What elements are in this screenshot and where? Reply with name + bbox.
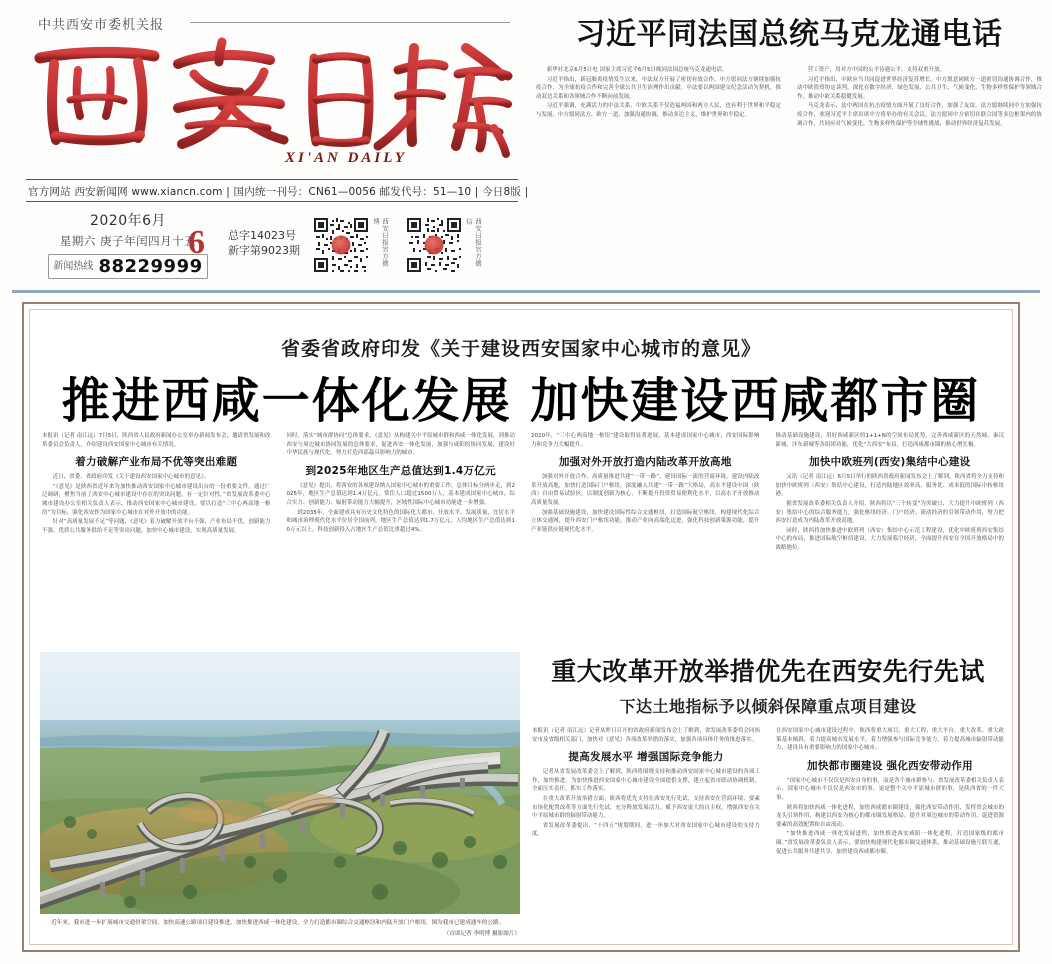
publication-lunar-date: 星期六 庚子年闰四月十五 bbox=[59, 234, 197, 248]
lower-column-2-body bbox=[776, 777, 1004, 856]
paragraph: 据省发展改革委相关负责人介绍，陕西将以“三个转变”为突破口，大力提升中欧班列（西安）集结中心的综合服务能力，强化枢纽经济、门户经济、流动经济的引领带动作用，努力把西安打造成为内陆改革开放高地。 bbox=[775, 500, 1004, 525]
lower-article-headline: 重大改革开放举措优先在西安先行先试 bbox=[551, 657, 985, 686]
photo-block bbox=[40, 652, 520, 937]
paragraph: 同时，落实“城市群协同”总体要求，《意见》从构建关中平原城市群和西咸一体化发展，到推动西安与周边城市协同发展的总体要求，促进西安一体化发展，加强与咸阳的协同发展，建设好中华民族与现代化，努力打造西部最具影响力的城市。 bbox=[286, 433, 515, 457]
lead-column-1-body bbox=[42, 473, 271, 535]
qr-unit-weibo[interactable] bbox=[314, 218, 389, 272]
paragraph: 近日，省委、省政府印发《关于建设西安国家中心城市的意见》。 bbox=[52, 474, 210, 481]
photo-caption: 近年来，我市进一步扩展城市交通骨架空间，加快高速公路项目建设推进，加快推进西咸一体化建设，全力打造都市圈综合交通枢纽和内陆开放门户枢纽，图为我市已建成通车的公路。 bbox=[51, 920, 505, 926]
lower-subhead-2: 加快都市圈建设 强化西安带动作用 bbox=[807, 759, 973, 772]
hotline-label: 新闻热线 bbox=[53, 261, 94, 272]
paragraph: 营工资产，用对方中国的公平待遇公平，支持双重开放。 bbox=[807, 67, 946, 73]
issue-info bbox=[228, 228, 300, 258]
paragraph: “国家中心城市不仅仅是西安自身的事，而是各个城市群参与、省发展改革委相关负责人表示，国家中心城市不仅仅是西安市的事，更是整个关中平原城市群的事，是陕西省的一件大事。 bbox=[776, 777, 1004, 801]
lower-article-subheadline: 下达土地指标予以倾斜保障重点项目建设 bbox=[619, 697, 917, 716]
qr-unit-wechat[interactable] bbox=[407, 218, 482, 272]
paragraph: 2020年，“三中心两高地一枢纽”建设取得显著进展，基本建成国家中心城市，西安国际影响力和竞争力大幅提升。 bbox=[531, 433, 760, 448]
paragraph: 陕西将加快西咸一体化进程，加快西咸都市圈建设，强化西安带动作用，发挥省会城市的龙头引领作用，构建以西安为核心的都市圈发展格局，提升对周边城市的带动作用，促进资源要素的高效配置和自由流动。 bbox=[776, 804, 1004, 828]
paragraph: 习近平强调，充满活力的中法关系、中欧关系不仅造福两国和两方人民，也有利于世界和平稳定与发展。中方愿同法方、欧方一道，加强沟通协调，推动多边主义，维护世界和平稳定。 bbox=[536, 103, 781, 118]
masthead bbox=[0, 0, 530, 288]
paragraph: 加强对外开放合作，高质量推进共建“一带一路”，建设国际一流的营商环境，建设内陆改革开放高地，加快打造国际门户枢纽。深度融入共建“一带一路”大格局，高水平建设中国（陕西）自由贸易试验区，以制度创新为核心，不断提升投资贸易便利化水平，以高水平开放推动高质量发展。 bbox=[531, 474, 760, 506]
issue-serial: 新字第9023期 bbox=[228, 244, 300, 257]
top-article-column-2 bbox=[797, 66, 1042, 129]
qr-wechat-icon[interactable] bbox=[407, 218, 461, 272]
paragraph: 同时，陕西将加快推进中欧班列（西安）集结中心示范工程建设，优化中欧班列西安集结中心的布局，推进国际航空枢纽建设，大力发展临空经济，全面提升西安在全国开放格局中的战略地位。 bbox=[775, 527, 1004, 551]
paragraph: 本报讯（记者 南江远）7月5日，陕西省人民政府新闻办公室举办新闻发布会，邀请省发展和改革委员会负责人，介绍建设西安国家中心城市有关情况。 bbox=[42, 433, 271, 448]
paragraph: 在西安国家中心城市建设过程中，陕西将重大项目、重大工程、重大平台、重大改革、重大政策基本倾斜，着力提高城市发展水平，着力增强参与国际竞争能力，着力提高城市辐射带动能力，建设具有重要影响力的国家中心城市。 bbox=[776, 728, 1004, 752]
lead-subhead-4: 加快中欧班列(西安)集结中心建设 bbox=[809, 456, 971, 469]
lead-column-3 bbox=[531, 432, 760, 642]
paragraph: 推动基础设施建设，用好西咸新区的1+1+N的空间布局优势，完善西咸新区的天然城、秦汉新城、沣东新城等各组团功能，优化“大西安”布局，打造西咸都市圈的核心增长极。 bbox=[775, 433, 1004, 448]
hotline-number: 88229999 bbox=[98, 256, 203, 277]
paragraph: 马克龙表示，法中两国在抗击疫情方面开展了良好合作，加强了友谊。法方愿继续同中方加强抗疫合作，欢迎习近平主席出席中方将举办的有关会议。法方愿同中方密切在联合国等多边框架内的协调合作，共同应对气候变化、生物多样性保护等全球性挑战，推动世界经济复苏发展。 bbox=[797, 103, 1042, 127]
newspaper-logo bbox=[26, 30, 516, 160]
lower-article-columns bbox=[532, 727, 1004, 857]
lead-column-1 bbox=[42, 432, 271, 642]
lead-column-2 bbox=[287, 432, 516, 642]
lower-column-1-body bbox=[532, 768, 760, 839]
paragraph: 习近平指出，中欧应当共同促进世界经济复苏增长。中方愿意同欧方一道密切沟通协调合作，推动中欧投资协定谈判，深化在数字经济、绿色发展、公共卫生、气候变化、生物多样性保护等领域合作，推动中欧关系稳健发展。 bbox=[797, 76, 1042, 100]
masthead-info-line: 官方网站 西安新闻网 www.xiancn.com | 国内统一刊号：CN61—0056 邮发代号：51—10 | 今日8版 | bbox=[28, 186, 529, 198]
paragraph: 加强基础设施建设，加快建设国际性综合交通枢纽，打造国际航空枢纽，构建现代化综合立体交通网，提升西安门户枢纽功能。推动产业向高端化迈进，强化科技创新策源功能，提升产业链供应链现代化水平。 bbox=[531, 509, 760, 533]
masthead-rule-top bbox=[26, 179, 518, 180]
lead-column-3-body bbox=[531, 473, 760, 534]
masthead-rule-bottom bbox=[26, 201, 518, 202]
qr-weibo-icon[interactable] bbox=[314, 218, 368, 272]
top-article-columns bbox=[536, 66, 1042, 129]
lead-headline: 推进西咸一体化发展 加快建设西咸都市圈 bbox=[61, 373, 981, 429]
photo-credit: （首席记者 李明博 摄影图片） bbox=[443, 931, 520, 937]
lead-subhead-1: 着力破解产业布局不优等突出难题 bbox=[75, 456, 238, 469]
paragraph: 记者从省发展改革委会上了解到，陕西将围绕支持和推动西安国家中心城市建设的各项工作，加快推进，为加快推进西安国家中心城市建设全面提供支撑，建立起省市联动协调机制，全面压实责任，抓实工作落实。 bbox=[532, 769, 760, 793]
paragraph: 习近平指出，新冠肺炎疫情发生以来，中法双方开展了密切有效合作。中方愿同法方继续加强抗疫合作，为全球抗疫合作和完善全球公共卫生治理作出贡献。中法要以两国建交纪念活动为契机，推动双边关系和各领域合作不断向前发展。 bbox=[536, 76, 781, 100]
lead-column-4 bbox=[776, 432, 1005, 642]
lead-kicker: 省委省政府印发《关于建设西安国家中心城市的意见》 bbox=[280, 339, 761, 360]
top-right-article bbox=[536, 16, 1042, 282]
paragraph: 省发展改革委提出，“十四五”规划期间，进一步加大对西安国家中心城市建设的支持力度。 bbox=[532, 822, 760, 838]
lead-column-2-body bbox=[287, 482, 516, 535]
paragraph: 在重大改革开放举措方面，陕西将优先支持在西安先行先试，支持西安在营商环境、要素市场化配置改革等方面先行先试，充分释放发展活力，赋予西安更大的自主权，增强西安在关中平原城市群的辐射带动能力。 bbox=[532, 795, 760, 820]
qr-wechat-label: 西安日报官方微信 bbox=[465, 218, 482, 267]
lead-column-4-body bbox=[776, 473, 1005, 552]
lower-subhead-1: 提高发展水平 增强国际竞争能力 bbox=[568, 751, 724, 764]
lower-right-article bbox=[532, 652, 1004, 857]
lead-subhead-2: 到2025年地区生产总值达到1.4万亿元 bbox=[305, 464, 496, 477]
lead-article-columns bbox=[42, 432, 1004, 642]
issue-total: 总字14023号 bbox=[228, 229, 296, 242]
qr-weibo-label: 西安日报官方微博 bbox=[372, 218, 389, 267]
lower-column-2 bbox=[776, 727, 1004, 857]
qr-code-group bbox=[314, 218, 482, 272]
qr-center-logo bbox=[425, 236, 444, 255]
masthead-kicker: 中共西安市委机关报 bbox=[38, 18, 165, 33]
qr-center-logo bbox=[332, 236, 351, 255]
news-hotline bbox=[48, 254, 207, 279]
aerial-highway-interchange-photo bbox=[40, 652, 520, 914]
masthead-kicker-rule bbox=[190, 22, 510, 23]
section-divider-rule bbox=[12, 290, 1040, 293]
lead-subhead-3: 加强对外开放打造内陆改革开放高地 bbox=[558, 456, 732, 469]
main-feature-box bbox=[22, 302, 1020, 952]
page-number: 6 bbox=[188, 224, 205, 261]
publication-date: 2020年6月 bbox=[89, 213, 167, 229]
lower-column-1 bbox=[532, 727, 760, 857]
paragraph: “加快推进西咸一体化发展进程，加快推进西安咸阳一体化进程，打造国家级的都市圈。”省发展改革委负责人表示，要加快构建现代化都市圈交通体系，推动基础设施互联互通，促进公共服务共建共享，加快建设西咸都市圈。 bbox=[776, 831, 1004, 855]
top-article-column-1 bbox=[536, 66, 781, 129]
top-article-headline: 习近平同法国总统马克龙通电话 bbox=[575, 17, 1003, 52]
paragraph: 《意见》提出，将西安的各项建设纳入国家中心城市的重要工作，总体目标分两步走，到2025年，地区生产总值达到1.4万亿元，常住人口超过1500万人，基本建成国家中心城市，综合实力、创新能力、辐射带动能力大幅提升，区域性国际中心城市功能进一步增强。 bbox=[286, 482, 515, 506]
paragraph: 又讯（记者 南江远）6月5日举行的陕西省政府新闻发布会上了解到，陕西省将全力支持和加快中欧班列（西安）集结中心建设，打造内陆地区效率高、服务优、成本低的国际中转枢纽港。 bbox=[775, 474, 1004, 498]
masthead-pinyin: XI'AN DAILY bbox=[285, 150, 408, 166]
paragraph: 本报讯（记者 南江远）记者从昨日召开的省政府新闻发布会上了解到，省发展改革委将会同西安市及省级相关部门，加快对《意见》各项改革举措的落实，加强各项具体任务的推进落实。 bbox=[532, 728, 760, 743]
paragraph: 新华社北京6月5日电 国家主席习近平6月5日晚同法国总统马克龙通电话。 bbox=[546, 67, 728, 73]
paragraph: “《意见》是陕西省近年来为加快推动西安国家中心城市建设出台的一份重要文件，通过广泛调研，聚焦当前了西安中心城市建设中存在的突出问题，有一定针对性。”省发展改革委中心城市建设办公室相关负责人表示，推动西安国家中心城市建设，要以打造“三中心两高地一枢纽”为目标，强化西安作为国家中心城市在对外开放中的功能。 bbox=[42, 483, 271, 516]
paragraph: 针对“高质量发展不足”等问题，《意见》着力破解开放平台不强、产业布局不优、创新能力不强、优质公共服务供给不足等突出问题，加快中心城市建设，实现高质量发展。 bbox=[42, 519, 271, 534]
paragraph: 到2035年，全面建成具有历史文化特色的国际化大都市，开放水平、发展质量、宜居水平和城市治理现代化水平位居全国前列，地区生产总值达到1.7万亿元，人均地区生产总值达到10万元以上，科技创新投入占地区生产总值比重超过4%。 bbox=[286, 509, 515, 533]
